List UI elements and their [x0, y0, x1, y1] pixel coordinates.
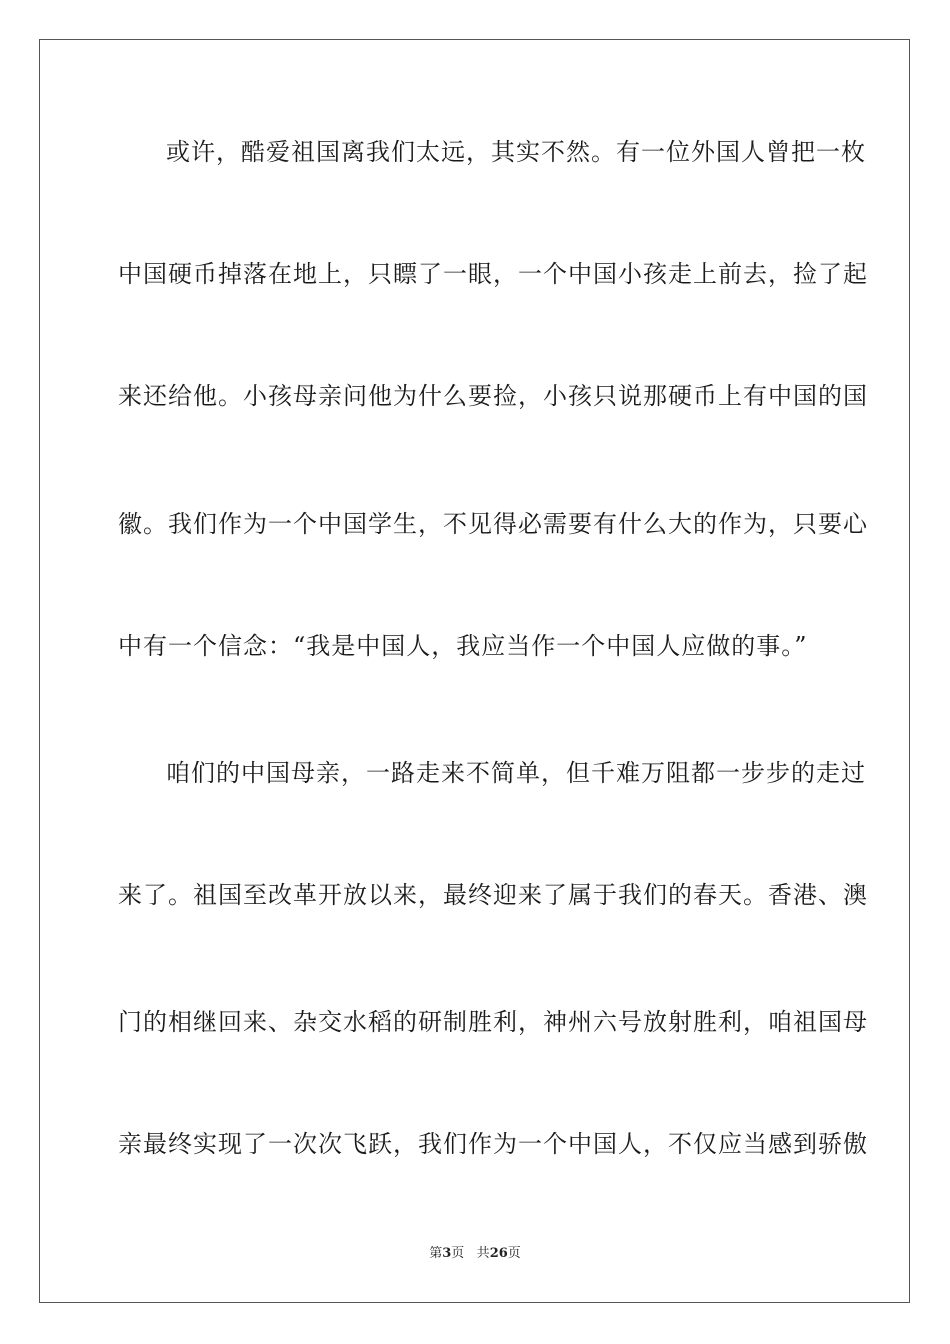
- page-prefix: 第: [429, 1246, 443, 1261]
- paragraph-1-line-4: 徽。我们作为一个中国学生，不见得必需要有什么大的作为，只要心: [118, 510, 868, 538]
- total-prefix: 共: [476, 1246, 490, 1261]
- page-suffix: 页: [451, 1246, 465, 1261]
- page-border: [39, 39, 910, 1303]
- paragraph-2-line-1: 咱们的中国母亲，一路走来不简单，但千难万阻都一步步的走过: [166, 759, 866, 787]
- total-suffix: 页: [507, 1246, 521, 1261]
- paragraph-2-line-4: 亲最终实现了一次次飞跃，我们作为一个中国人，不仅应当感到骄傲: [118, 1130, 868, 1158]
- paragraph-1-line-1: 或许，酷爱祖国离我们太远，其实不然。有一位外国人曾把一枚: [166, 138, 866, 166]
- paragraph-2-line-3: 门的相继回来、杂交水稻的研制胜利，神州六号放射胜利，咱祖国母: [118, 1008, 868, 1036]
- paragraph-1-line-3: 来还给他。小孩母亲问他为什么要捡，小孩只说那硬币上有中国的国: [118, 382, 868, 410]
- page-footer: [0, 1245, 950, 1263]
- page-number: 3: [442, 1246, 452, 1261]
- paragraph-2-line-2: 来了。祖国至改革开放以来，最终迎来了属于我们的春天。香港、澳: [118, 881, 868, 909]
- total-pages: 26: [489, 1246, 508, 1261]
- paragraph-1-line-5: 中有一个信念：“我是中国人，我应当作一个中国人应做的事。”: [118, 632, 808, 660]
- paragraph-1-line-2: 中国硬币掉落在地上，只瞟了一眼，一个中国小孩走上前去，捡了起: [118, 260, 868, 288]
